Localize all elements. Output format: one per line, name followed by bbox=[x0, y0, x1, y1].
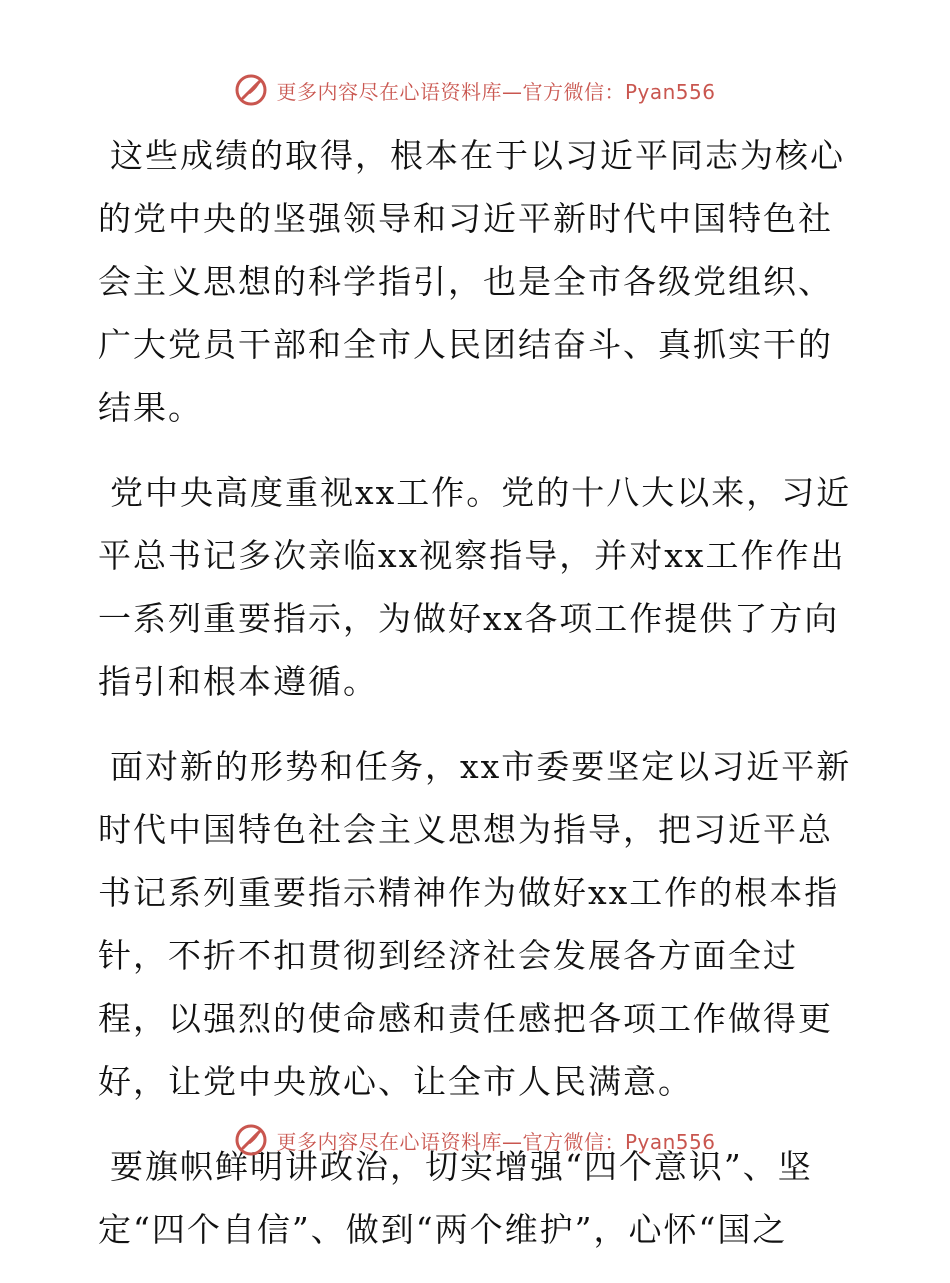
footer-watermark-text: 更多内容尽在心语资料库—官方微信：Pyan556 bbox=[276, 1129, 716, 1154]
paragraph-4: 要旗帜鲜明讲政治，切实增强“四个意识”、坚定“四个自信”、做到“两个维护”，心怀“国之 bbox=[98, 1147, 813, 1249]
document-body bbox=[98, 124, 858, 1283]
paragraph-3: 面对新的形势和任务，xx市委要坚定以习近平新时代中国特色社会主义思想为指导，把习近平总书记系列重要指示精神作为做好xx工作的根本指针，不折不扣贯彻到经济社会发展各方面全过程，以强烈的使命感和责任感把各项工作做得更好，让党中央放心、让全市人民满意。 bbox=[98, 747, 852, 1101]
paragraph-2: 党中央高度重视xx工作。党的十八大以来，习近平总书记多次亲临xx视察指导，并对xx工作作出一系列重要指示，为做好xx各项工作提供了方向指引和根本遵循。 bbox=[98, 473, 852, 701]
header-watermark-banner bbox=[0, 70, 950, 110]
footer-watermark-banner bbox=[0, 1120, 950, 1160]
header-watermark-text: 更多内容尽在心语资料库—官方微信：Pyan556 bbox=[276, 79, 716, 104]
feather-seal-logo-icon bbox=[234, 73, 268, 107]
paragraph-1: 这些成绩的取得，根本在于以习近平同志为核心的党中央的坚强领导和习近平新时代中国特色社会主义思想的科学指引，也是全市各级党组织、广大党员干部和全市人民团结奋斗、真抓实干的结果。 bbox=[98, 136, 845, 427]
feather-seal-logo-icon bbox=[234, 1123, 268, 1157]
